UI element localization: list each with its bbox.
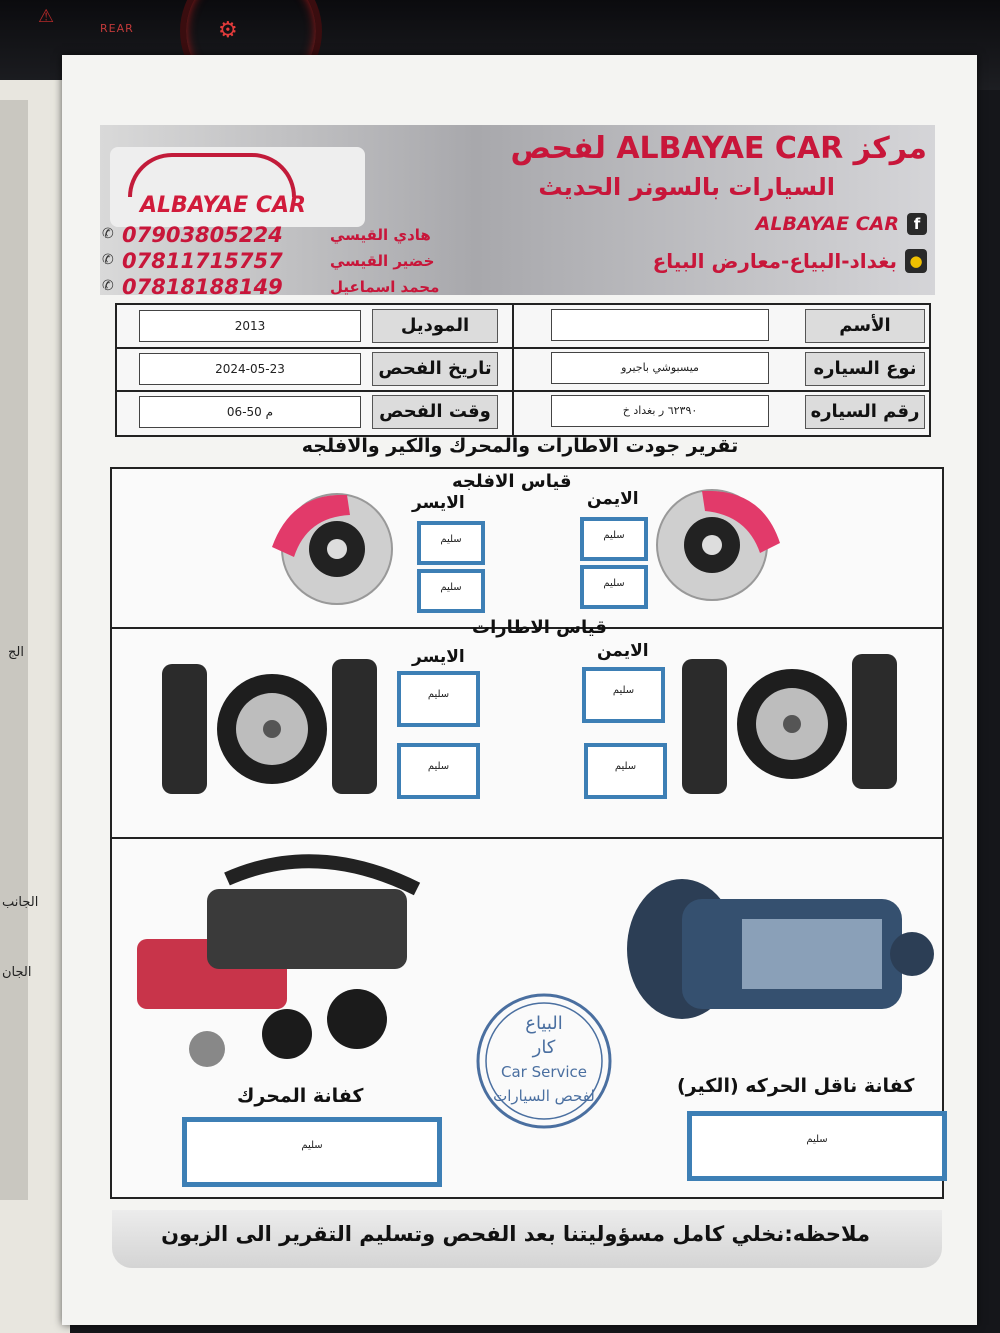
left-label: الايسر (412, 493, 465, 513)
dashboard-light-icon: ⚠ (38, 6, 55, 27)
contact-name: محمد اسماعيل (330, 278, 440, 296)
tires-section (110, 617, 944, 841)
name-field (551, 309, 769, 341)
stamp-middle-text: كار (532, 1037, 556, 1058)
phone-number: 07818188149 (122, 275, 283, 299)
sheet-content (100, 55, 945, 1315)
brake-disc-right-icon (642, 483, 792, 603)
contact-row (100, 223, 480, 249)
tire-left-front-result: سليم (397, 671, 480, 727)
engine-caption: كفانة المحرك (237, 1085, 364, 1107)
gearbox-result: سليم (687, 1111, 947, 1181)
facebook-icon: f (907, 213, 927, 235)
back-page-label: الجانب (2, 895, 39, 910)
contact-row (100, 249, 480, 275)
logo-text: ALBAYAE CAR (140, 193, 306, 218)
info-row (117, 305, 929, 349)
phone-icon: ✆ (102, 278, 114, 294)
company-stamp (472, 989, 617, 1134)
dashboard-text: REAR (100, 22, 134, 35)
facebook-name: ALBAYAE CAR (755, 213, 899, 235)
disclaimer-note: ملاحظه:نخلي كامل مسؤوليتنا بعد الفحص وتسليم التقرير الى الزبون (161, 1222, 870, 1246)
gearbox-caption: كفانة ناقل الحركه (الكير) (677, 1075, 915, 1097)
facebook-row (756, 213, 927, 239)
car-number-field: ٦٢٣٩٠ ر بغداد خ (551, 395, 769, 427)
info-row (117, 391, 929, 433)
phone-number: 07811715757 (122, 249, 283, 273)
header-banner (100, 125, 935, 299)
back-page-label: الجان (2, 965, 32, 980)
model-label: الموديل (372, 309, 498, 343)
car-type-label: نوع السياره (805, 352, 925, 386)
brake-left-rear-result: سليم (417, 569, 485, 613)
warning-icon: ⚙ (218, 18, 238, 43)
time-field: م 50-06 (139, 396, 361, 428)
date-label: تاريخ الفحص (372, 352, 498, 386)
contact-name: هادي القيسي (330, 226, 431, 244)
contact-row (100, 275, 480, 301)
info-row (117, 348, 929, 392)
left-label: الايسر (412, 647, 465, 667)
stamp-top-text: البياع (525, 1013, 563, 1034)
phone-number: 07903805224 (122, 223, 283, 247)
address-row (653, 249, 927, 273)
time-label: وقت الفحص (372, 395, 498, 429)
gearbox-icon (622, 869, 942, 1039)
column-divider (512, 305, 514, 435)
tires-right-icon (672, 649, 907, 804)
tire-right-rear-result: سليم (584, 743, 667, 799)
tires-left-icon (152, 654, 387, 804)
car-number-label: رقم السياره (805, 395, 925, 429)
back-page-label: الج (8, 645, 24, 660)
vehicle-info-table (115, 303, 931, 437)
engine-icon (117, 849, 437, 1079)
note-bar (112, 1210, 942, 1268)
car-logo-icon (128, 153, 296, 197)
company-title: مركز ALBAYAE CAR لفحص (510, 131, 927, 166)
tire-left-rear-result: سليم (397, 743, 480, 799)
tire-right-front-result: سليم (582, 667, 665, 723)
company-subtitle: السيارات بالسونر الحديث (538, 173, 835, 201)
contact-name: خضير القيسي (330, 252, 435, 270)
stamp-bottom-text: لفحص السيارات (493, 1087, 595, 1105)
name-label: الأسم (805, 309, 925, 343)
brake-right-rear-result: سليم (580, 565, 648, 609)
brake-left-front-result: سليم (417, 521, 485, 565)
report-title: تقرير جودت الاطارات والمحرك والكير والافلجه (301, 435, 739, 457)
right-label: الايمن (587, 489, 639, 509)
inspection-report-sheet (62, 55, 977, 1325)
phone-icon: ✆ (102, 252, 114, 268)
brake-disc-left-icon (262, 487, 412, 607)
car-type-field: ميسبوشي باجيرو (551, 352, 769, 384)
company-logo (110, 147, 365, 227)
stamp-english-text: Car Service (500, 1063, 588, 1081)
tires-title: قياس الاطارات (472, 617, 607, 638)
brake-right-front-result: سليم (580, 517, 648, 561)
brakes-title: قياس الافلجه (452, 471, 572, 492)
location-pin-icon: ● (905, 249, 927, 273)
model-field: 2013 (139, 310, 361, 342)
engine-result: سليم (182, 1117, 442, 1187)
phone-icon: ✆ (102, 226, 114, 242)
date-field: 2024-05-23 (139, 353, 361, 385)
right-label: الايمن (597, 641, 649, 661)
brakes-section (110, 467, 944, 631)
engine-gearbox-section (110, 837, 944, 1199)
address-text: بغداد-البياع-معارض البياع (652, 249, 897, 273)
